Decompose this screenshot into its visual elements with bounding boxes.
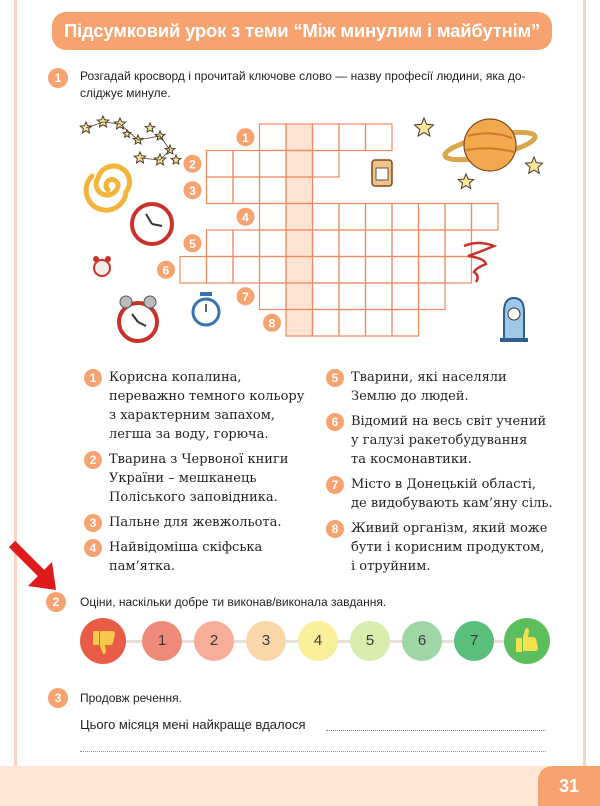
clue-text-line: Тварина з Червоної книги <box>109 452 289 467</box>
crossword-cell <box>339 230 366 257</box>
clue-number-badge: 6 <box>326 413 344 431</box>
crossword-cell <box>366 204 393 231</box>
left-clue-2 <box>84 450 314 507</box>
spiral-icon <box>86 166 129 210</box>
crossword-cell <box>233 151 260 178</box>
like-button[interactable] <box>504 618 550 664</box>
star-icon <box>458 174 473 189</box>
clue-text-line: бути і корисним продуктом, <box>351 540 545 555</box>
row-number-label: 8 <box>268 316 276 331</box>
rating-2-button[interactable]: 2 <box>194 621 234 661</box>
crossword-cell <box>392 310 419 337</box>
clue-text-line: Живий організм, який може <box>351 521 548 536</box>
rating-7-button[interactable]: 7 <box>454 621 494 661</box>
constellation-star-icon <box>171 155 181 164</box>
task-1-text-line1: Розгадай кросворд і прочитай ключове слово — назву професії людини, яка до- <box>80 69 526 83</box>
crossword-cell <box>419 257 446 284</box>
clue-text-line: де видобувають кам’яну сіль. <box>351 496 553 511</box>
left-clue-3 <box>84 513 314 532</box>
footer-band <box>0 766 600 806</box>
planet-icon <box>464 119 516 171</box>
crossword-cell <box>260 204 287 231</box>
rating-1-button[interactable]: 1 <box>142 621 182 661</box>
clue-text-line: Місто в Донецькій області, <box>351 477 537 492</box>
clue-text-line: Найвідоміша скіфська <box>109 540 263 555</box>
task-3-badge: 3 <box>48 688 68 708</box>
clues-left-column <box>84 368 314 582</box>
page-number: 31 <box>538 766 600 806</box>
task-1-text-line2: сліджує минуле. <box>80 86 171 100</box>
row-number-label: 3 <box>189 183 196 198</box>
clue-text-line: Корисна копалина, <box>109 370 242 385</box>
crossword-puzzle <box>0 0 600 360</box>
clue-text-line: Відомий на весь світ учений <box>351 414 547 429</box>
clue-number-badge: 3 <box>84 514 102 532</box>
crossword-cell <box>366 124 393 151</box>
clue-number-badge: 2 <box>84 451 102 469</box>
alarm-bell <box>105 256 111 262</box>
crossword-cell <box>419 283 446 310</box>
small-alarm-clock-icon <box>94 260 110 276</box>
red-arrow-icon <box>6 540 62 596</box>
alarm-bell <box>120 296 132 308</box>
clue-number-badge: 5 <box>326 369 344 387</box>
tornado-icon <box>464 243 494 282</box>
alarm-handle <box>200 292 212 296</box>
clue-text-line: пам’ятка. <box>109 559 176 574</box>
crossword-cell <box>392 204 419 231</box>
crossword-cell <box>392 283 419 310</box>
constellation-line <box>86 122 170 160</box>
answer-line-1[interactable] <box>326 730 546 731</box>
crossword-cell <box>313 124 340 151</box>
clue-number-badge: 8 <box>326 520 344 538</box>
clue-number-badge: 1 <box>84 369 102 387</box>
alarm-bell <box>144 296 156 308</box>
crossword-cell <box>366 230 393 257</box>
right-clue-6 <box>326 412 566 469</box>
crossword-cell <box>392 230 419 257</box>
crossword-cell <box>207 257 234 284</box>
crossword-cell <box>260 151 287 178</box>
right-clue-8 <box>326 519 566 576</box>
clue-text-line: Тварини, які населяли <box>351 370 507 385</box>
constellation-star-icon <box>145 123 155 132</box>
crossword-cell <box>392 257 419 284</box>
clue-number-badge: 4 <box>84 539 102 557</box>
crossword-cell <box>260 177 287 204</box>
clock-face <box>376 168 388 180</box>
row-number-label: 5 <box>189 236 196 251</box>
crossword-cell <box>233 257 260 284</box>
crossword-cell <box>366 283 393 310</box>
crossword-cell <box>419 230 446 257</box>
clue-text-line: Землю до людей. <box>351 389 469 404</box>
rating-4-button[interactable]: 4 <box>298 621 338 661</box>
crossword-cell <box>445 257 472 284</box>
clue-text-line: Пальне для жевжольота. <box>109 515 282 530</box>
crossword-cell <box>313 257 340 284</box>
clue-text-line: України – мешканець <box>109 471 257 486</box>
task-3-text: Продовж речення. <box>80 691 182 705</box>
crossword-cell <box>445 204 472 231</box>
task-3-sentence: Цього місяця мені найкраще вдалося <box>80 717 306 732</box>
clue-text-line: та космонавтики. <box>351 452 472 467</box>
clues-right-column <box>326 368 566 582</box>
crossword-cell <box>419 204 446 231</box>
constellation-star-icon <box>97 116 108 127</box>
crossword-cell <box>260 257 287 284</box>
crossword-cell <box>233 230 260 257</box>
clock-base <box>500 338 528 342</box>
star-icon <box>415 118 434 136</box>
alarm-bell <box>93 256 99 262</box>
thumbs-up-icon <box>504 618 550 664</box>
crossword-cell <box>313 230 340 257</box>
row-number-label: 7 <box>242 289 249 304</box>
crossword-cell <box>180 257 207 284</box>
crossword-cell <box>233 177 260 204</box>
clue-text-line: переважно темного кольору <box>109 389 305 404</box>
crossword-cell <box>339 124 366 151</box>
crossword-cell <box>207 230 234 257</box>
crossword-cell <box>339 310 366 337</box>
crossword-cell <box>339 283 366 310</box>
clue-text-line: у галузі ракетобудування <box>351 433 528 448</box>
clue-text-line: легша за воду, горюча. <box>109 427 269 442</box>
crossword-cell <box>207 151 234 178</box>
crossword-cell <box>366 257 393 284</box>
constellation-star-icon <box>80 122 91 133</box>
crossword-cell <box>339 204 366 231</box>
crossword-cell <box>260 124 287 151</box>
crossword-cell <box>366 310 393 337</box>
left-clue-4 <box>84 538 314 576</box>
clue-number-badge: 7 <box>326 476 344 494</box>
dislike-button[interactable] <box>80 618 126 664</box>
left-clue-1 <box>84 368 314 444</box>
crossword-cell <box>339 257 366 284</box>
clue-text-line: Поліського заповідника. <box>109 490 278 505</box>
answer-line-2[interactable] <box>80 751 546 752</box>
thumbs-down-icon <box>80 618 126 664</box>
crossword-cell <box>313 310 340 337</box>
clock-face <box>508 308 520 320</box>
task-1-badge: 1 <box>48 68 68 88</box>
row-number-label: 6 <box>162 263 170 278</box>
constellation-star-icon <box>134 152 145 163</box>
clue-text-line: з характерним запахом, <box>109 408 275 423</box>
crossword-cell <box>313 283 340 310</box>
constellation-star-icon <box>155 131 165 140</box>
right-clue-7 <box>326 475 566 513</box>
crossword-cell <box>260 230 287 257</box>
crossword-cell <box>313 204 340 231</box>
row-number-label: 1 <box>242 130 249 145</box>
page-title: Підсумковий урок з теми “Між минулим і майбутнім” <box>52 12 552 50</box>
rating-3-button[interactable]: 3 <box>246 621 286 661</box>
task-2-badge: 2 <box>46 592 66 612</box>
crossword-cell <box>472 204 499 231</box>
rating-5-button[interactable]: 5 <box>350 621 390 661</box>
task-2-text: Оціни, наскільки добре ти виконав/виконала завдання. <box>80 595 387 609</box>
self-assessment-scale <box>80 618 550 664</box>
crossword-cell <box>313 151 340 178</box>
crossword-cell <box>260 283 287 310</box>
row-number-label: 4 <box>242 210 249 225</box>
crossword-cell <box>207 177 234 204</box>
star-icon <box>525 157 542 173</box>
row-number-label: 2 <box>189 157 196 172</box>
crossword-cell <box>445 230 472 257</box>
rating-6-button[interactable]: 6 <box>402 621 442 661</box>
constellation-star-icon <box>123 130 131 137</box>
clue-text-line: і отруйним. <box>351 559 431 574</box>
right-clue-5 <box>326 368 566 406</box>
